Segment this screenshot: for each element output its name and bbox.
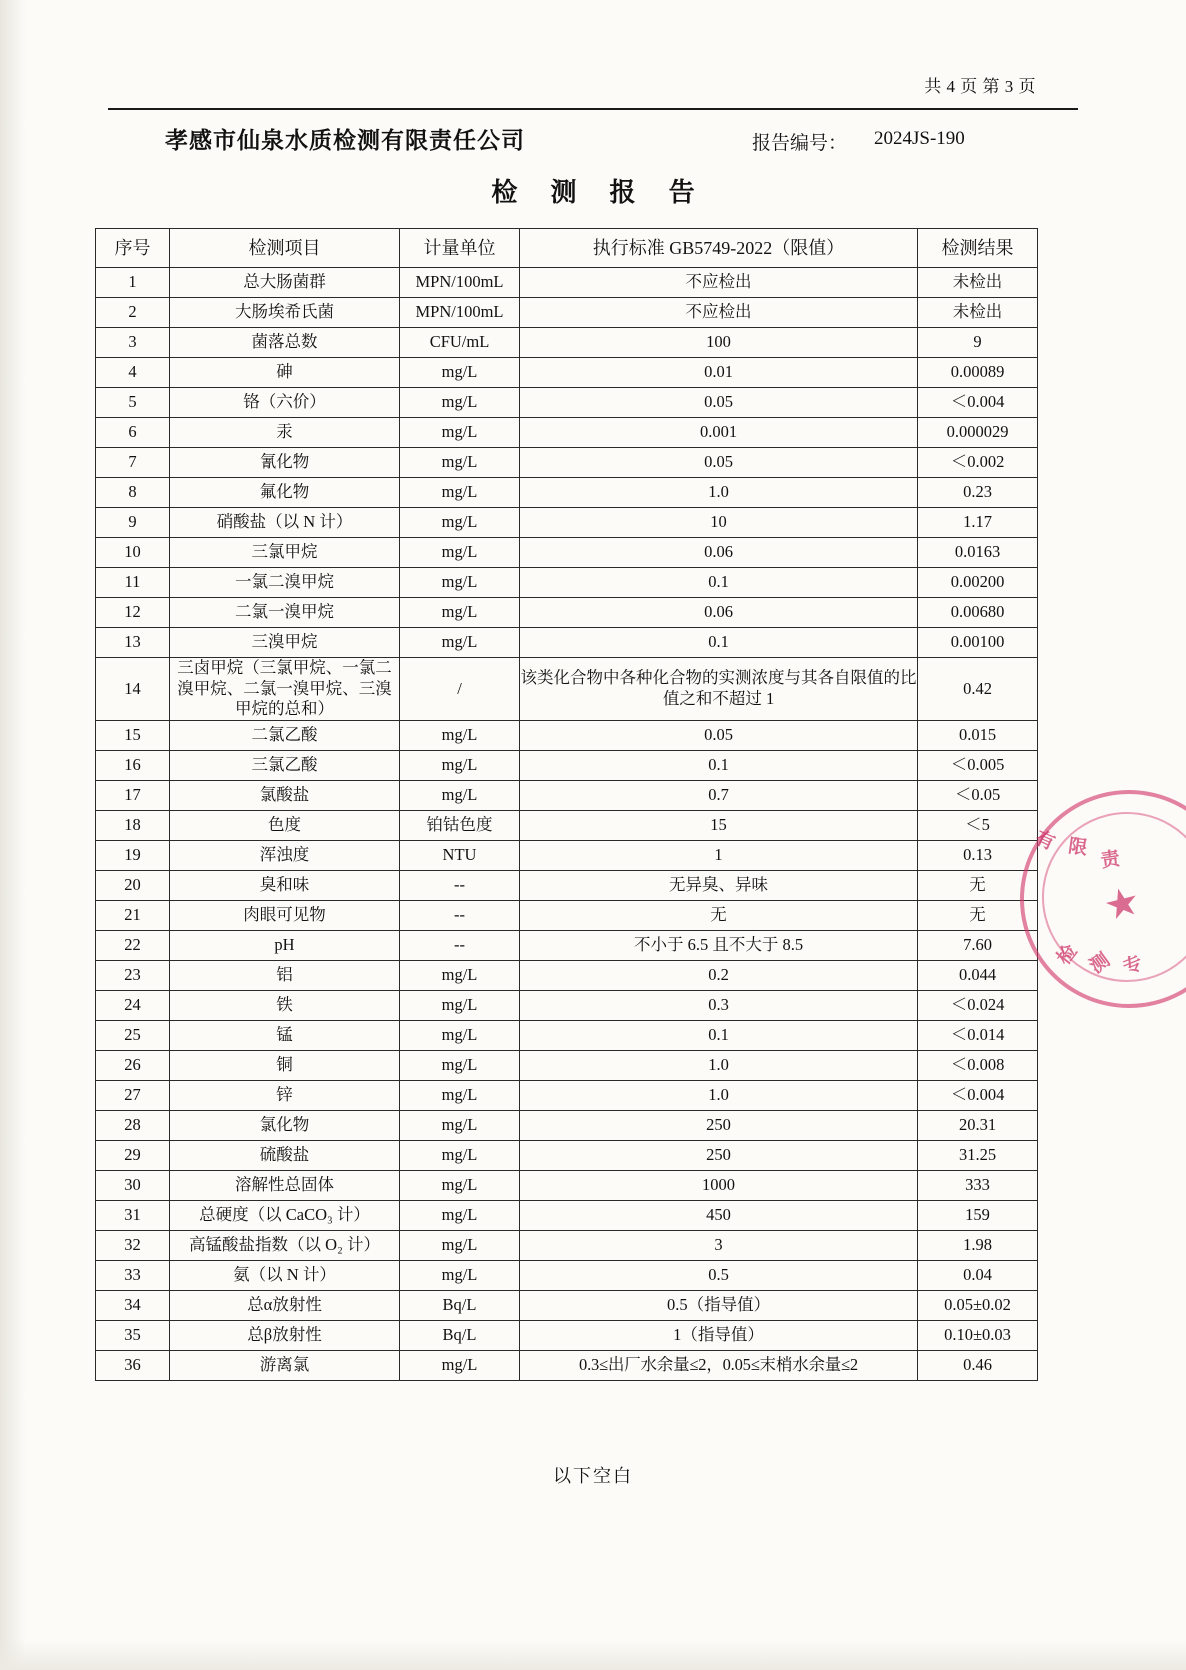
cell-item: 氯酸盐 — [170, 780, 400, 810]
cell-unit: mg/L — [400, 750, 520, 780]
cell-item: 铜 — [170, 1050, 400, 1080]
cell-result: ＜0.002 — [918, 448, 1038, 478]
company-seal-inner-ring — [1024, 794, 1186, 1000]
cell-item: 大肠埃希氏菌 — [170, 298, 400, 328]
column-header-result: 检测结果 — [918, 229, 1038, 268]
cell-result: 0.044 — [918, 960, 1038, 990]
cell-no: 14 — [96, 658, 170, 721]
table-row — [96, 930, 1038, 960]
cell-no: 3 — [96, 328, 170, 358]
cell-item: 二氯一溴甲烷 — [170, 598, 400, 628]
cell-result: 0.46 — [918, 1350, 1038, 1380]
cell-unit: mg/L — [400, 1200, 520, 1230]
cell-standard: 该类化合物中各种化合物的实测浓度与其各自限值的比值之和不超过 1 — [520, 658, 918, 721]
cell-result: ＜0.014 — [918, 1020, 1038, 1050]
cell-unit: mg/L — [400, 478, 520, 508]
cell-no: 33 — [96, 1260, 170, 1290]
cell-no: 29 — [96, 1140, 170, 1170]
cell-result: 9 — [918, 328, 1038, 358]
cell-result: 159 — [918, 1200, 1038, 1230]
report-number-label: 报告编号： — [752, 133, 848, 154]
scan-edge-bottom — [0, 1640, 1186, 1670]
table-row — [96, 598, 1038, 628]
cell-standard: 0.1 — [520, 750, 918, 780]
cell-standard: 0.06 — [520, 538, 918, 568]
table-row — [96, 720, 1038, 750]
table-row — [96, 508, 1038, 538]
cell-result: 0.10±0.03 — [918, 1320, 1038, 1350]
cell-standard: 0.3≤出厂水余量≤2，0.05≤末梢水余量≤2 — [520, 1350, 918, 1380]
table-row — [96, 780, 1038, 810]
cell-no: 21 — [96, 900, 170, 930]
cell-result: 0.00089 — [918, 358, 1038, 388]
seal-star-icon: ★ — [1099, 877, 1145, 930]
cell-unit: mg/L — [400, 508, 520, 538]
column-header-unit: 计量单位 — [400, 229, 520, 268]
cell-standard: 10 — [520, 508, 918, 538]
cell-result: 0.00680 — [918, 598, 1038, 628]
seal-char-3: 责 — [1099, 847, 1122, 872]
table-row — [96, 1260, 1038, 1290]
cell-item: 氨（以 N 计） — [170, 1260, 400, 1290]
cell-unit: CFU/mL — [400, 328, 520, 358]
cell-no: 19 — [96, 840, 170, 870]
cell-standard: 0.1 — [520, 628, 918, 658]
cell-standard: 450 — [520, 1200, 918, 1230]
cell-standard: 1.0 — [520, 478, 918, 508]
cell-standard: 0.5（指导值） — [520, 1290, 918, 1320]
table-row — [96, 1110, 1038, 1140]
cell-unit: mg/L — [400, 780, 520, 810]
cell-standard: 0.7 — [520, 780, 918, 810]
cell-unit: mg/L — [400, 1140, 520, 1170]
cell-standard: 1.0 — [520, 1050, 918, 1080]
cell-unit: mg/L — [400, 960, 520, 990]
cell-standard: 100 — [520, 328, 918, 358]
cell-standard: 0.2 — [520, 960, 918, 990]
cell-unit: mg/L — [400, 1020, 520, 1050]
cell-unit: mg/L — [400, 448, 520, 478]
cell-item: 锰 — [170, 1020, 400, 1050]
cell-unit: -- — [400, 870, 520, 900]
cell-standard: 250 — [520, 1140, 918, 1170]
report-number-value: 2024JS-190 — [874, 128, 965, 149]
cell-result: 333 — [918, 1170, 1038, 1200]
cell-item: 总β放射性 — [170, 1320, 400, 1350]
cell-item: 一氯二溴甲烷 — [170, 568, 400, 598]
cell-unit: mg/L — [400, 1260, 520, 1290]
table-row — [96, 358, 1038, 388]
cell-item: 菌落总数 — [170, 328, 400, 358]
test-results-table — [95, 228, 1038, 1381]
cell-result: ＜0.008 — [918, 1050, 1038, 1080]
cell-no: 11 — [96, 568, 170, 598]
cell-unit: mg/L — [400, 1170, 520, 1200]
header-divider — [108, 108, 1078, 110]
cell-standard: 0.05 — [520, 448, 918, 478]
table-row — [96, 448, 1038, 478]
cell-unit: -- — [400, 900, 520, 930]
cell-no: 13 — [96, 628, 170, 658]
company-name: 孝感市仙泉水质检测有限责任公司 — [165, 128, 525, 154]
cell-no: 1 — [96, 268, 170, 298]
cell-no: 2 — [96, 298, 170, 328]
cell-standard: 0.3 — [520, 990, 918, 1020]
cell-no: 36 — [96, 1350, 170, 1380]
cell-unit: MPN/100mL — [400, 268, 520, 298]
seal-char-6: 专 — [1120, 951, 1146, 980]
cell-no: 18 — [96, 810, 170, 840]
cell-item: 铬（六价） — [170, 388, 400, 418]
cell-no: 10 — [96, 538, 170, 568]
cell-standard: 0.05 — [520, 388, 918, 418]
cell-standard: 不应检出 — [520, 268, 918, 298]
cell-result: 未检出 — [918, 298, 1038, 328]
cell-unit: mg/L — [400, 418, 520, 448]
cell-standard: 不应检出 — [520, 298, 918, 328]
cell-result: ＜0.05 — [918, 780, 1038, 810]
cell-standard: 0.1 — [520, 568, 918, 598]
table-row — [96, 960, 1038, 990]
seal-char-4: 检 — [1052, 940, 1082, 969]
cell-result: ＜5 — [918, 810, 1038, 840]
cell-result: 1.17 — [918, 508, 1038, 538]
cell-unit: mg/L — [400, 1080, 520, 1110]
cell-item: 浑浊度 — [170, 840, 400, 870]
cell-unit: Bq/L — [400, 1290, 520, 1320]
cell-result: 0.015 — [918, 720, 1038, 750]
cell-no: 27 — [96, 1080, 170, 1110]
page-number: 共 4 页 第 3 页 — [924, 77, 1036, 96]
cell-standard: 不小于 6.5 且不大于 8.5 — [520, 930, 918, 960]
cell-unit: mg/L — [400, 568, 520, 598]
cell-unit: NTU — [400, 840, 520, 870]
cell-result: 0.000029 — [918, 418, 1038, 448]
cell-unit: -- — [400, 930, 520, 960]
cell-item: 色度 — [170, 810, 400, 840]
column-header-standard: 执行标准 GB5749-2022（限值） — [520, 229, 918, 268]
cell-no: 20 — [96, 870, 170, 900]
seal-char-1: 有 — [1031, 826, 1059, 855]
table-row — [96, 418, 1038, 448]
cell-no: 12 — [96, 598, 170, 628]
cell-standard: 0.06 — [520, 598, 918, 628]
cell-no: 5 — [96, 388, 170, 418]
table-row — [96, 1290, 1038, 1320]
cell-result: 0.00200 — [918, 568, 1038, 598]
cell-result: 1.98 — [918, 1230, 1038, 1260]
cell-item: 氟化物 — [170, 478, 400, 508]
seal-char-2: 限 — [1066, 834, 1089, 860]
cell-item: 溶解性总固体 — [170, 1170, 400, 1200]
column-header-no: 序号 — [96, 229, 170, 268]
cell-standard: 15 — [520, 810, 918, 840]
cell-standard: 1（指导值） — [520, 1320, 918, 1350]
cell-result: ＜0.005 — [918, 750, 1038, 780]
cell-standard: 无 — [520, 900, 918, 930]
cell-no: 24 — [96, 990, 170, 1020]
cell-unit: Bq/L — [400, 1320, 520, 1350]
cell-item: 硫酸盐 — [170, 1140, 400, 1170]
cell-no: 16 — [96, 750, 170, 780]
column-header-item: 检测项目 — [170, 229, 400, 268]
cell-result: 0.0163 — [918, 538, 1038, 568]
cell-standard: 3 — [520, 1230, 918, 1260]
seal-char-5: 测 — [1085, 948, 1114, 978]
cell-unit: / — [400, 658, 520, 721]
cell-result: 无 — [918, 870, 1038, 900]
cell-no: 9 — [96, 508, 170, 538]
cell-no: 25 — [96, 1020, 170, 1050]
table-row — [96, 900, 1038, 930]
cell-item: 总大肠菌群 — [170, 268, 400, 298]
cell-item: 总α放射性 — [170, 1290, 400, 1320]
cell-no: 30 — [96, 1170, 170, 1200]
table-row — [96, 1020, 1038, 1050]
cell-item: 总硬度（以 CaCO₃ 计） — [170, 1200, 400, 1230]
cell-item: 肉眼可见物 — [170, 900, 400, 930]
cell-no: 31 — [96, 1200, 170, 1230]
cell-item: 二氯乙酸 — [170, 720, 400, 750]
cell-result: 0.23 — [918, 478, 1038, 508]
table-row — [96, 870, 1038, 900]
cell-standard: 0.5 — [520, 1260, 918, 1290]
cell-item: 汞 — [170, 418, 400, 448]
table-row — [96, 840, 1038, 870]
table-row — [96, 388, 1038, 418]
cell-no: 28 — [96, 1110, 170, 1140]
cell-no: 26 — [96, 1050, 170, 1080]
cell-standard: 1000 — [520, 1170, 918, 1200]
table-header-row — [96, 229, 1038, 268]
table-row — [96, 1140, 1038, 1170]
table-row — [96, 538, 1038, 568]
company-seal-text — [1016, 781, 1186, 1009]
cell-result: 20.31 — [918, 1110, 1038, 1140]
scan-edge-left — [0, 0, 26, 1670]
cell-standard: 0.05 — [520, 720, 918, 750]
table-row — [96, 990, 1038, 1020]
cell-no: 4 — [96, 358, 170, 388]
cell-no: 22 — [96, 930, 170, 960]
table-row — [96, 750, 1038, 780]
table-row — [96, 1080, 1038, 1110]
footer-note: 以下空白 — [553, 1466, 633, 1486]
cell-unit: mg/L — [400, 1050, 520, 1080]
cell-no: 8 — [96, 478, 170, 508]
cell-unit: 铂钴色度 — [400, 810, 520, 840]
cell-no: 32 — [96, 1230, 170, 1260]
cell-result: 0.04 — [918, 1260, 1038, 1290]
table-row — [96, 568, 1038, 598]
cell-result: 0.42 — [918, 658, 1038, 721]
cell-item: 铁 — [170, 990, 400, 1020]
cell-unit: mg/L — [400, 628, 520, 658]
cell-standard: 0.001 — [520, 418, 918, 448]
cell-result: ＜0.024 — [918, 990, 1038, 1020]
table-row — [96, 1050, 1038, 1080]
cell-no: 17 — [96, 780, 170, 810]
cell-no: 35 — [96, 1320, 170, 1350]
cell-unit: mg/L — [400, 538, 520, 568]
cell-item: 三溴甲烷 — [170, 628, 400, 658]
cell-result: ＜0.004 — [918, 388, 1038, 418]
cell-standard: 0.01 — [520, 358, 918, 388]
table-row — [96, 628, 1038, 658]
cell-result: 无 — [918, 900, 1038, 930]
cell-item: 三氯乙酸 — [170, 750, 400, 780]
table-row — [96, 1320, 1038, 1350]
cell-item: 臭和味 — [170, 870, 400, 900]
cell-item: 铝 — [170, 960, 400, 990]
page-title: 检 测 报 告 — [491, 178, 707, 208]
table-row — [96, 658, 1038, 721]
cell-result: 未检出 — [918, 268, 1038, 298]
table-row — [96, 268, 1038, 298]
table-row — [96, 1200, 1038, 1230]
cell-item: 游离氯 — [170, 1350, 400, 1380]
cell-result: 31.25 — [918, 1140, 1038, 1170]
cell-item: 硝酸盐（以 N 计） — [170, 508, 400, 538]
cell-unit: mg/L — [400, 1110, 520, 1140]
cell-item: 氰化物 — [170, 448, 400, 478]
cell-item: pH — [170, 930, 400, 960]
cell-unit: mg/L — [400, 1350, 520, 1380]
cell-standard: 0.1 — [520, 1020, 918, 1050]
table-row — [96, 1350, 1038, 1380]
cell-unit: mg/L — [400, 598, 520, 628]
cell-no: 34 — [96, 1290, 170, 1320]
cell-standard: 1.0 — [520, 1080, 918, 1110]
cell-unit: MPN/100mL — [400, 298, 520, 328]
cell-item: 砷 — [170, 358, 400, 388]
cell-item: 锌 — [170, 1080, 400, 1110]
cell-unit: mg/L — [400, 990, 520, 1020]
cell-standard: 250 — [520, 1110, 918, 1140]
cell-no: 23 — [96, 960, 170, 990]
cell-unit: mg/L — [400, 720, 520, 750]
table-row — [96, 328, 1038, 358]
cell-item: 氯化物 — [170, 1110, 400, 1140]
table-row — [96, 810, 1038, 840]
cell-result: 0.00100 — [918, 628, 1038, 658]
cell-no: 7 — [96, 448, 170, 478]
cell-unit: mg/L — [400, 1230, 520, 1260]
cell-item: 三卤甲烷（三氯甲烷、一氯二溴甲烷、二氯一溴甲烷、三溴甲烷的总和） — [170, 658, 400, 721]
cell-no: 6 — [96, 418, 170, 448]
cell-result: 0.05±0.02 — [918, 1290, 1038, 1320]
table-row — [96, 298, 1038, 328]
table-row — [96, 1170, 1038, 1200]
table-row — [96, 1230, 1038, 1260]
cell-no: 15 — [96, 720, 170, 750]
cell-item: 高锰酸盐指数（以 O₂ 计） — [170, 1230, 400, 1260]
cell-result: ＜0.004 — [918, 1080, 1038, 1110]
cell-result: 7.60 — [918, 930, 1038, 960]
cell-standard: 1 — [520, 840, 918, 870]
cell-standard: 无异臭、异味 — [520, 870, 918, 900]
cell-result: 0.13 — [918, 840, 1038, 870]
cell-item: 三氯甲烷 — [170, 538, 400, 568]
table-row — [96, 478, 1038, 508]
cell-unit: mg/L — [400, 358, 520, 388]
cell-unit: mg/L — [400, 388, 520, 418]
